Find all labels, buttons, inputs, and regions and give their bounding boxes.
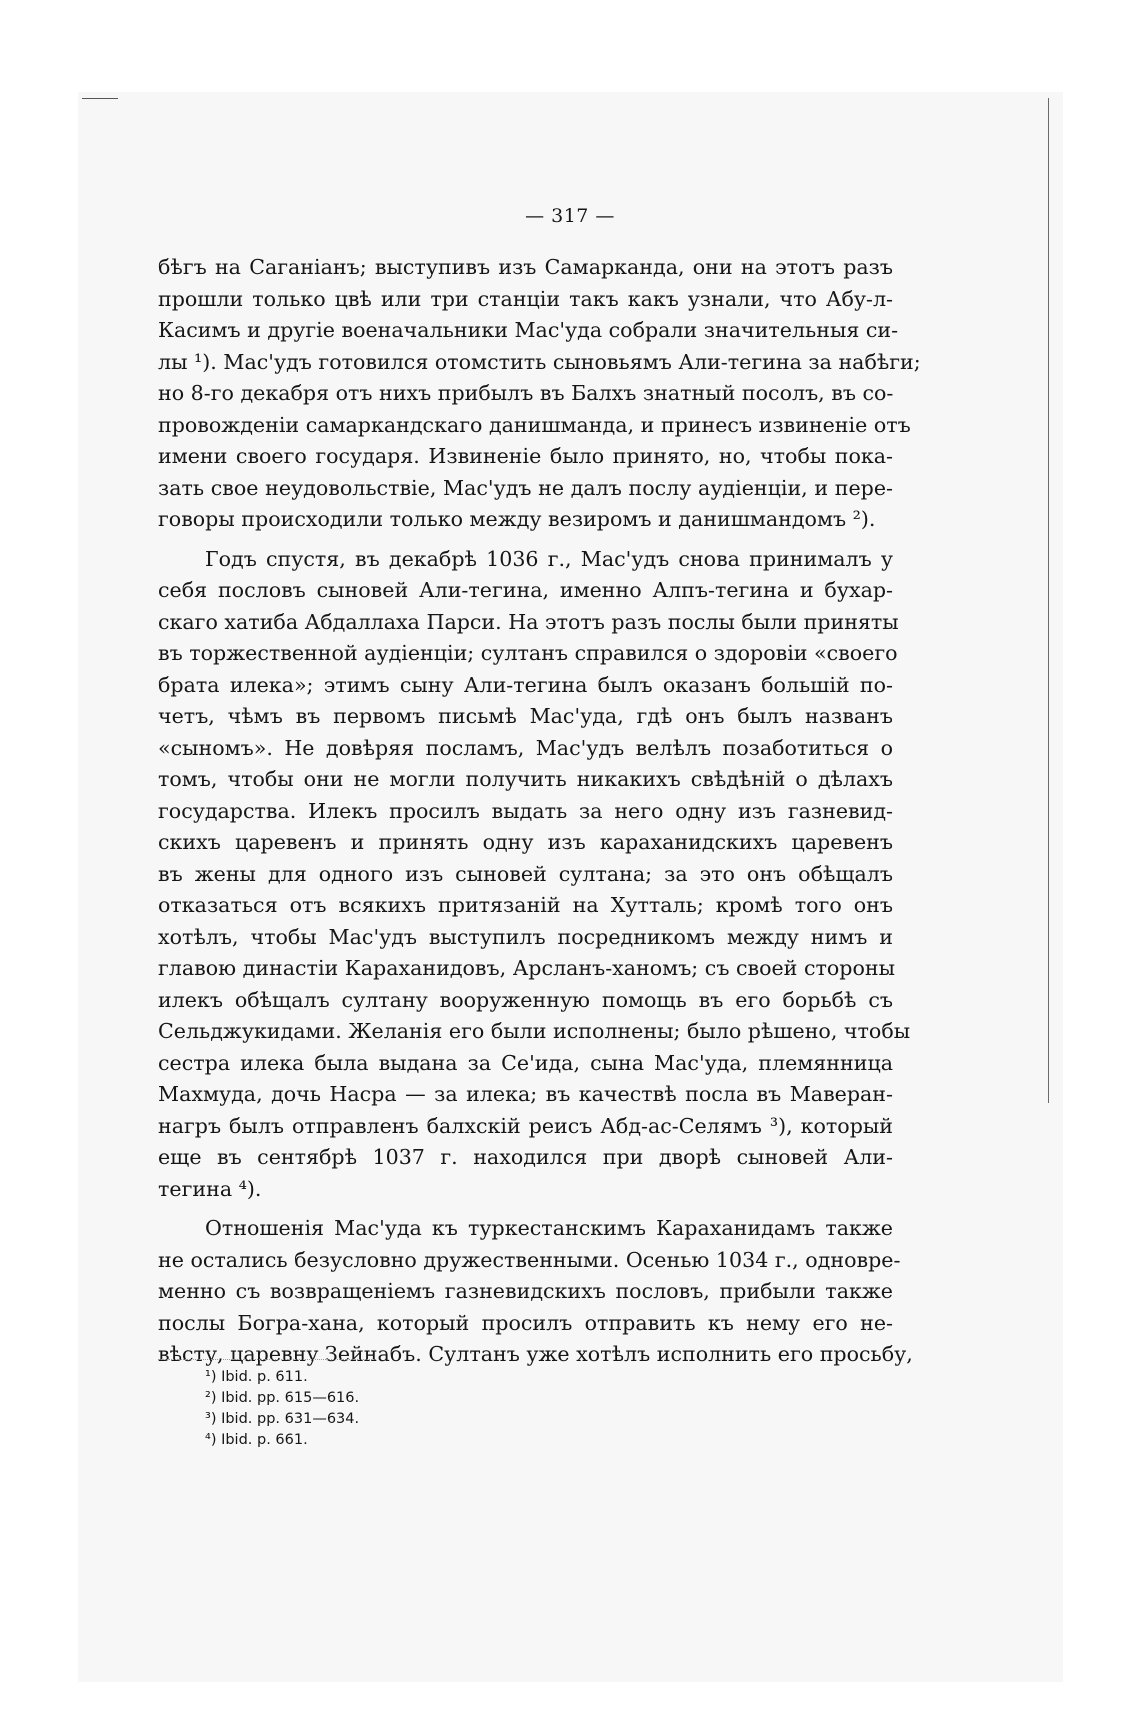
text-line: въ жены для одного изъ сыновей султана; за это онъ обѣщалъ <box>158 861 893 886</box>
text-line: скихъ царевенъ и принять одну изъ караханидскихъ царевенъ <box>158 830 893 854</box>
text-line: скаго хатиба Абдаллаха Парси. На этотъ разъ послы были приняты <box>158 609 899 634</box>
paragraph-2 <box>158 544 911 1206</box>
footnote-4: ⁴) Ibid. p. 661. <box>205 1432 308 1448</box>
text-line: вѣсту, царевну Зейнабъ. Султанъ уже хотѣлъ исполнить его просьбу, <box>158 1342 913 1366</box>
main-text <box>158 252 921 1371</box>
text-line: въ торжественной аудіенціи; султанъ справился о здоровіи «своего <box>158 641 898 665</box>
text-line: Касимъ и другіе военачальники Мас'уда собрали значительныя си- <box>158 318 899 342</box>
text-line: тегина ⁴). <box>158 1176 262 1201</box>
text-line: себя пословъ сыновей Али-тегина, именно Алпъ-тегина и бухар- <box>158 578 893 602</box>
text-line: «сыномъ». Не довѣряя посламъ, Мас'удъ велѣлъ позаботиться о <box>158 735 893 760</box>
text-line: менно съ возвращеніемъ газневидскихъ пословъ, прибыли также <box>158 1279 893 1303</box>
text-line: не остались безусловно дружественными. Осенью 1034 г., одновре- <box>158 1247 901 1272</box>
text-line: четъ, чѣмъ въ первомъ письмѣ Мас'уда, гдѣ онъ былъ названъ <box>158 704 893 728</box>
text-line: бѣгъ на Саганіанъ; выступивъ изъ Самарканда, они на этотъ разъ <box>158 255 893 279</box>
text-line: отказаться отъ всякихъ притязаній на Хутталь; кромѣ того онъ <box>158 893 893 917</box>
footnote-1: ¹) Ibid. p. 611. <box>205 1369 308 1385</box>
text-line: зать свое неудовольствіе, Мас'удъ не далъ послу аудіенціи, и пере- <box>158 475 893 500</box>
text-line: прошли только цвѣ или три станціи такъ какъ узнали, что Абу-л- <box>158 286 893 311</box>
paragraph-gap <box>158 536 893 544</box>
text-line: брата илека»; этимъ сыну Али-тегина былъ оказанъ большій по- <box>158 672 893 697</box>
text-line: хотѣлъ, чтобы Мас'удъ выступилъ посредникомъ между нимъ и <box>158 924 893 949</box>
scan-edge-mark <box>82 98 118 99</box>
text-line: говоры происходили только между везиромъ и данишмандомъ ²). <box>158 507 876 531</box>
text-line: провожденіи самаркандскаго данишманда, и принесъ извиненіе отъ <box>158 412 911 437</box>
text-line: имени своего государя. Извиненіе было принято, но, чтобы пока- <box>158 444 893 468</box>
text-line: сестра илека была выдана за Се'ида, сына Мас'уда, племянница <box>158 1050 893 1075</box>
footnote-2: ²) Ibid. pp. 615—616. <box>205 1390 360 1406</box>
text-line: Отношенія Мас'уда къ туркестанскимъ Караханидамъ также <box>205 1216 893 1240</box>
text-line: Сельджукидами. Желанія его были исполнены; было рѣшено, чтобы <box>158 1019 911 1043</box>
footnote-divider <box>158 1359 376 1360</box>
text-line: илекъ обѣщалъ султану вооруженную помощь въ его борьбѣ съ <box>158 987 893 1012</box>
text-line: лы ¹). Мас'удъ готовился отомстить сыновьямъ Али-тегина за набѣги; <box>158 349 921 374</box>
scan-margin-rule <box>1048 98 1049 1103</box>
text-line: нагръ былъ отправленъ балхскій реисъ Абд-ас-Селямъ ³), который <box>158 1113 893 1138</box>
footnote-3: ³) Ibid. pp. 631—634. <box>205 1411 360 1427</box>
paragraph-1 <box>158 252 921 536</box>
page-number: — 317 — <box>525 205 615 227</box>
text-line: послы Богра-хана, который просилъ отправить къ нему его не- <box>158 1310 893 1335</box>
text-line: Годъ спустя, въ декабрѣ 1036 г., Мас'удъ снова принималъ у <box>205 546 893 571</box>
text-line: но 8-го декабря отъ нихъ прибылъ въ Балхъ знатный посолъ, въ со- <box>158 381 894 405</box>
text-line: томъ, чтобы они не могли получить никакихъ свѣдѣній о дѣлахъ <box>158 767 893 791</box>
text-line: еще въ сентябрѣ 1037 г. находился при дворѣ сыновей Али- <box>158 1145 893 1169</box>
text-line: главою династіи Караханидовъ, Арсланъ-ханомъ; съ своей стороны <box>158 956 895 980</box>
footnotes <box>205 1367 359 1451</box>
paragraph-3 <box>158 1213 913 1371</box>
paragraph-gap <box>158 1205 893 1213</box>
text-line: государства. Илекъ просилъ выдать за него одну изъ газневид- <box>158 798 893 823</box>
text-line: Махмуда, дочь Насра — за илека; въ качествѣ посла въ Маверан- <box>158 1082 893 1106</box>
